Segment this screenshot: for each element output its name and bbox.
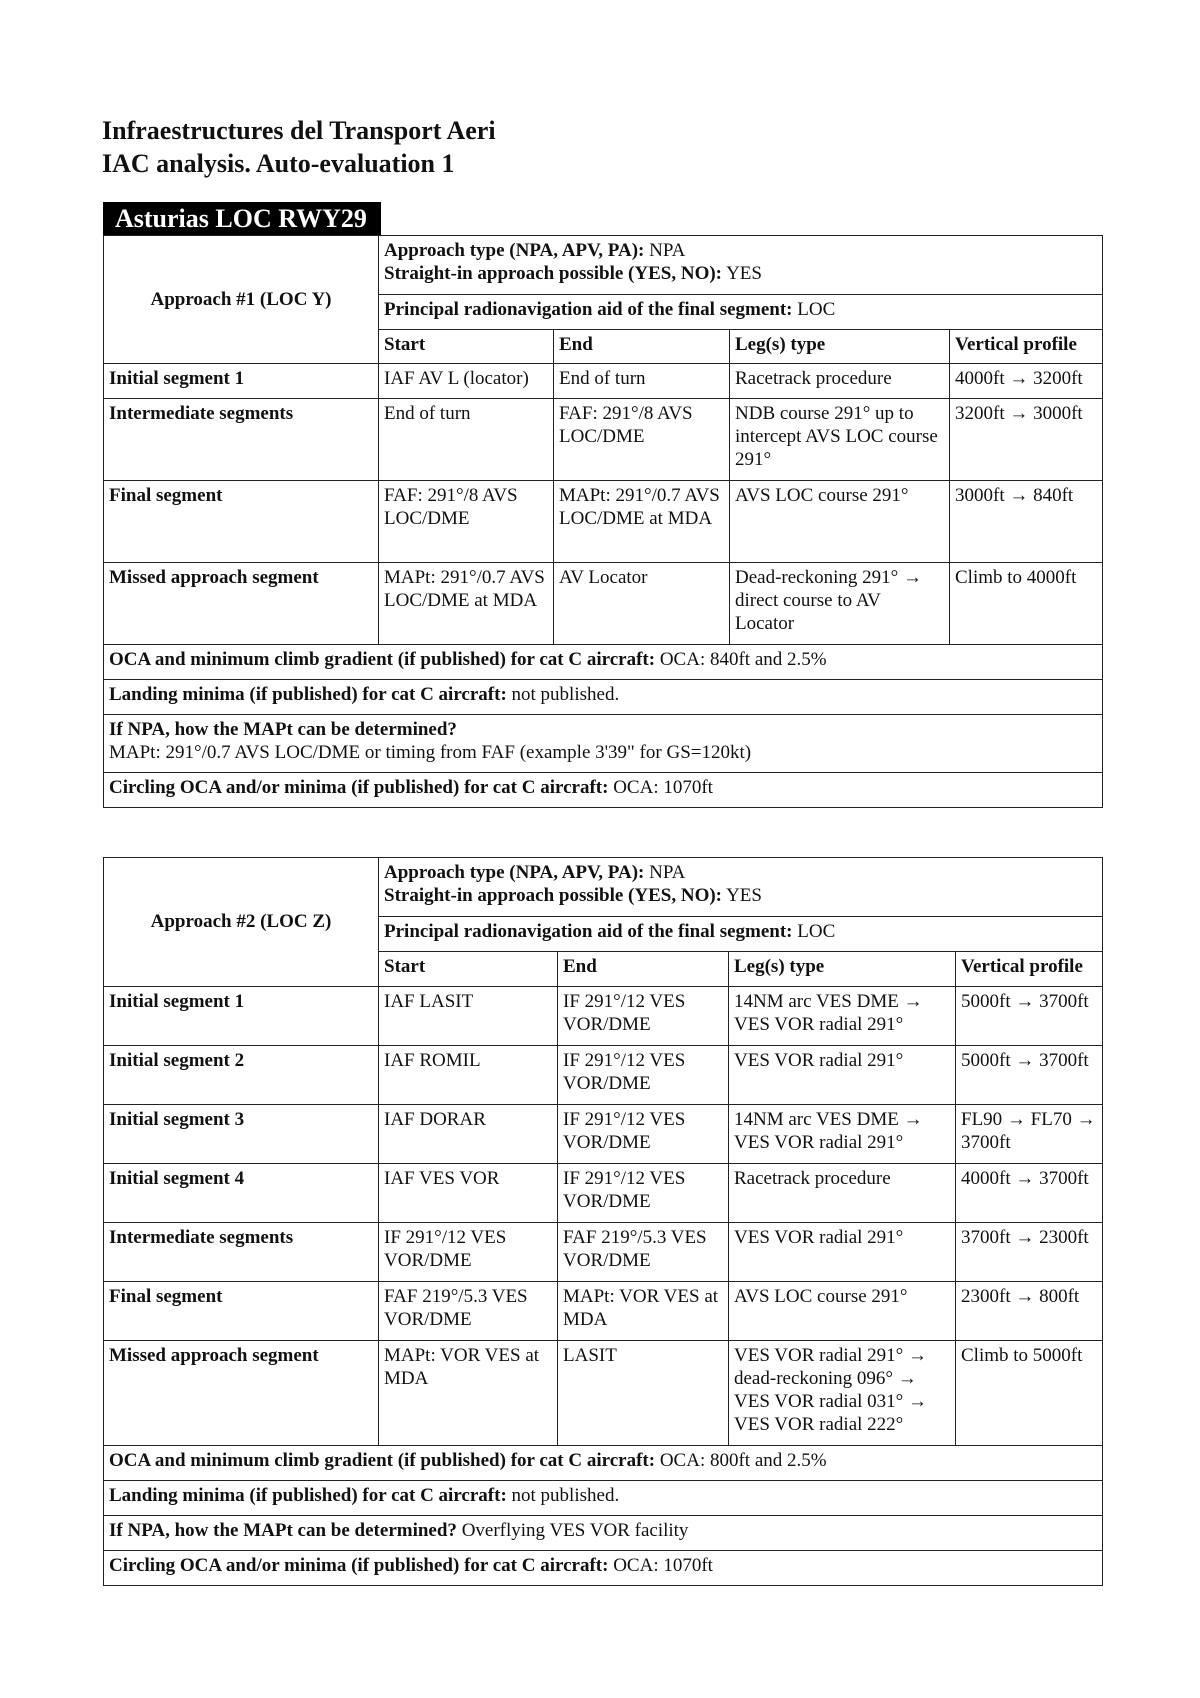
table-row (104, 1046, 1103, 1105)
segment-end: IF 291°/12 VES VOR/DME (558, 987, 729, 1046)
table-row (104, 1282, 1103, 1341)
segment-start: IF 291°/12 VES VOR/DME (379, 1223, 558, 1282)
circling-row (104, 1551, 1103, 1586)
landing-minima-row (104, 680, 1103, 715)
oca-climb-label: OCA and minimum climb gradient (if published) for cat C aircraft: (109, 649, 656, 670)
table-row (104, 1164, 1103, 1223)
segment-leg-type: NDB course 291° up to intercept AVS LOC course 291° (730, 399, 950, 481)
approach-1-type-cell (379, 236, 1103, 295)
mapt-determined-label: If NPA, how the MAPt can be determined? (109, 719, 457, 740)
table-row (104, 1341, 1103, 1446)
approach-2-name: Approach #2 (LOC Z) (104, 858, 379, 987)
table-row (104, 1105, 1103, 1164)
table-row (104, 399, 1103, 481)
segment-vertical-profile: 3000ft → 840ft (950, 481, 1103, 563)
approach-type-value: NPA (649, 862, 686, 883)
segment-start: MAPt: VOR VES at MDA (379, 1341, 558, 1446)
segment-end: End of turn (554, 364, 730, 399)
segment-vertical-profile: 4000ft → 3700ft (956, 1164, 1103, 1223)
approach-1-table (103, 235, 1103, 808)
segment-start: FAF: 291°/8 AVS LOC/DME (379, 481, 554, 563)
straight-in-value: YES (726, 885, 762, 906)
segment-end: MAPt: 291°/0.7 AVS LOC/DME at MDA (554, 481, 730, 563)
segment-start: FAF 219°/5.3 VES VOR/DME (379, 1282, 558, 1341)
table-row (104, 1223, 1103, 1282)
landing-minima-label: Landing minima (if published) for cat C aircraft: (109, 1485, 507, 1506)
table-row (104, 563, 1103, 645)
segment-name: Initial segment 2 (104, 1046, 379, 1105)
segment-start: IAF ROMIL (379, 1046, 558, 1105)
straight-in-label: Straight-in approach possible (YES, NO): (384, 263, 723, 284)
circling-row (104, 773, 1103, 808)
segment-start: IAF AV L (locator) (379, 364, 554, 399)
column-header-vertical-profile: Vertical profile (950, 330, 1103, 364)
document-title (102, 114, 496, 180)
segment-name: Initial segment 3 (104, 1105, 379, 1164)
segment-vertical-profile: 5000ft → 3700ft (956, 987, 1103, 1046)
column-header-start: Start (379, 330, 554, 364)
landing-minima-value: not published. (511, 1485, 620, 1506)
mapt-determined-row (104, 715, 1103, 773)
approach-2-table (103, 857, 1103, 1586)
mapt-determined-label: If NPA, how the MAPt can be determined? (109, 1520, 457, 1541)
segment-name: Final segment (104, 481, 379, 563)
airport-banner: Asturias LOC RWY29 (103, 202, 381, 235)
segment-start: IAF VES VOR (379, 1164, 558, 1223)
straight-in-value: YES (726, 263, 762, 284)
column-header-leg-type: Leg(s) type (730, 330, 950, 364)
landing-minima-row (104, 1481, 1103, 1516)
segment-end: IF 291°/12 VES VOR/DME (558, 1105, 729, 1164)
segment-leg-type: VES VOR radial 291° (729, 1046, 956, 1105)
principal-aid-value: LOC (797, 299, 836, 320)
table-row (104, 987, 1103, 1046)
column-header-vertical-profile: Vertical profile (956, 952, 1103, 987)
approach-type-value: NPA (649, 240, 686, 261)
mapt-determined-value: MAPt: 291°/0.7 AVS LOC/DME or timing from FAF (example 3'39" for GS=120kt) (109, 742, 752, 763)
segment-vertical-profile: Climb to 5000ft (956, 1341, 1103, 1446)
approach-1-name: Approach #1 (LOC Y) (104, 236, 379, 364)
oca-climb-row (104, 1446, 1103, 1481)
column-header-start: Start (379, 952, 558, 987)
approach-2-aid-cell (379, 917, 1103, 952)
segment-leg-type: AVS LOC course 291° (729, 1282, 956, 1341)
segment-end: AV Locator (554, 563, 730, 645)
segment-vertical-profile: FL90 → FL70 → 3700ft (956, 1105, 1103, 1164)
column-header-end: End (558, 952, 729, 987)
segment-name: Initial segment 1 (104, 987, 379, 1046)
segment-leg-type: VES VOR radial 291° (729, 1223, 956, 1282)
segment-name: Final segment (104, 1282, 379, 1341)
column-header-leg-type: Leg(s) type (729, 952, 956, 987)
circling-value: OCA: 1070ft (613, 1555, 713, 1576)
column-header-end: End (554, 330, 730, 364)
segment-leg-type: Racetrack procedure (729, 1164, 956, 1223)
segment-name: Intermediate segments (104, 1223, 379, 1282)
segment-name: Missed approach segment (104, 1341, 379, 1446)
segment-vertical-profile: 3200ft → 3000ft (950, 399, 1103, 481)
mapt-determined-value: Overflying VES VOR facility (461, 1520, 689, 1541)
approach-1-aid-cell (379, 295, 1103, 330)
segment-leg-type: AVS LOC course 291° (730, 481, 950, 563)
oca-climb-value: OCA: 800ft and 2.5% (659, 1450, 827, 1471)
table-row (104, 364, 1103, 399)
segment-name: Initial segment 1 (104, 364, 379, 399)
segment-vertical-profile: 2300ft → 800ft (956, 1282, 1103, 1341)
table-row (104, 481, 1103, 563)
landing-minima-label: Landing minima (if published) for cat C aircraft: (109, 684, 507, 705)
segment-end: IF 291°/12 VES VOR/DME (558, 1164, 729, 1223)
segment-end: IF 291°/12 VES VOR/DME (558, 1046, 729, 1105)
principal-aid-label: Principal radionavigation aid of the final segment: (384, 921, 793, 942)
segment-vertical-profile: 4000ft → 3200ft (950, 364, 1103, 399)
segment-start: MAPt: 291°/0.7 AVS LOC/DME at MDA (379, 563, 554, 645)
segment-end: FAF 219°/5.3 VES VOR/DME (558, 1223, 729, 1282)
segment-start: End of turn (379, 399, 554, 481)
segment-leg-type: 14NM arc VES DME → VES VOR radial 291° (729, 987, 956, 1046)
segment-leg-type: Dead-reckoning 291° → direct course to AV Locator (730, 563, 950, 645)
segment-start: IAF DORAR (379, 1105, 558, 1164)
segment-vertical-profile: Climb to 4000ft (950, 563, 1103, 645)
oca-climb-label: OCA and minimum climb gradient (if published) for cat C aircraft: (109, 1450, 656, 1471)
segment-name: Missed approach segment (104, 563, 379, 645)
segment-end: MAPt: VOR VES at MDA (558, 1282, 729, 1341)
segment-name: Intermediate segments (104, 399, 379, 481)
approach-type-label: Approach type (NPA, APV, PA): (384, 862, 645, 883)
principal-aid-value: LOC (797, 921, 836, 942)
straight-in-label: Straight-in approach possible (YES, NO): (384, 885, 723, 906)
approach-type-label: Approach type (NPA, APV, PA): (384, 240, 645, 261)
circling-label: Circling OCA and/or minima (if published) for cat C aircraft: (109, 1555, 609, 1576)
segment-start: IAF LASIT (379, 987, 558, 1046)
oca-climb-row (104, 645, 1103, 680)
segment-vertical-profile: 3700ft → 2300ft (956, 1223, 1103, 1282)
oca-climb-value: OCA: 840ft and 2.5% (659, 649, 827, 670)
landing-minima-value: not published. (511, 684, 620, 705)
segment-leg-type: Racetrack procedure (730, 364, 950, 399)
exercise-title: IAC analysis. Auto-evaluation 1 (102, 149, 455, 178)
segment-name: Initial segment 4 (104, 1164, 379, 1223)
segment-vertical-profile: 5000ft → 3700ft (956, 1046, 1103, 1105)
segment-end: FAF: 291°/8 AVS LOC/DME (554, 399, 730, 481)
circling-value: OCA: 1070ft (613, 777, 713, 798)
segment-end: LASIT (558, 1341, 729, 1446)
circling-label: Circling OCA and/or minima (if published) for cat C aircraft: (109, 777, 609, 798)
segment-leg-type: 14NM arc VES DME → VES VOR radial 291° (729, 1105, 956, 1164)
segment-leg-type: VES VOR radial 291° → dead-reckoning 096° → VES VOR radial 031° → VES VOR radial 222° (729, 1341, 956, 1446)
approach-2-type-cell (379, 858, 1103, 917)
mapt-determined-row (104, 1516, 1103, 1551)
principal-aid-label: Principal radionavigation aid of the final segment: (384, 299, 793, 320)
course-title: Infraestructures del Transport Aeri (102, 116, 496, 145)
